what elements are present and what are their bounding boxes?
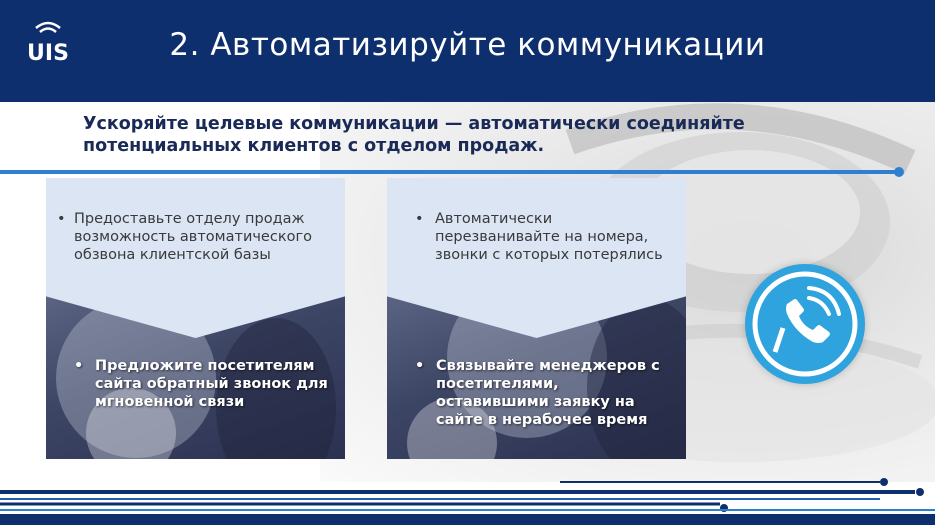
page-title: 2. Автоматизируйте коммуникации — [169, 27, 766, 63]
card-bottom-label: Предложите посетителям сайта обратный звонок для мгновенной связи — [95, 358, 328, 410]
card-top-text — [415, 210, 670, 264]
bullet: • — [74, 358, 84, 374]
logo-text: UIS — [27, 41, 69, 66]
separator-dot — [894, 167, 904, 177]
bullet: • — [57, 211, 66, 227]
card-bottom-label: Связывайте менеджеров с посетителями, оставившими заявку на сайте в нерабочее время — [436, 358, 660, 428]
card-bottom-text — [74, 357, 335, 411]
bullet: • — [415, 211, 424, 227]
feature-card-2 — [387, 178, 686, 459]
bullet: • — [415, 358, 425, 374]
subtitle: Ускоряйте целевые коммуникации — автоматически соединяйте потенциальных клиентов с отделом продаж. — [83, 114, 745, 156]
card-top-label: Автоматически перезванивайте на номера, звонки с которых потерялись — [435, 211, 663, 263]
header-bar — [0, 0, 935, 102]
phone-handset-icon — [745, 264, 865, 384]
separator-line — [0, 170, 900, 174]
card-top-text — [57, 210, 314, 264]
card-bottom-text — [415, 357, 676, 429]
footer-circuit-lines — [0, 474, 935, 525]
feature-card-1 — [46, 178, 345, 459]
card-top-label: Предоставьте отделу продаж возможность автоматического обзвона клиентской базы — [74, 211, 312, 263]
